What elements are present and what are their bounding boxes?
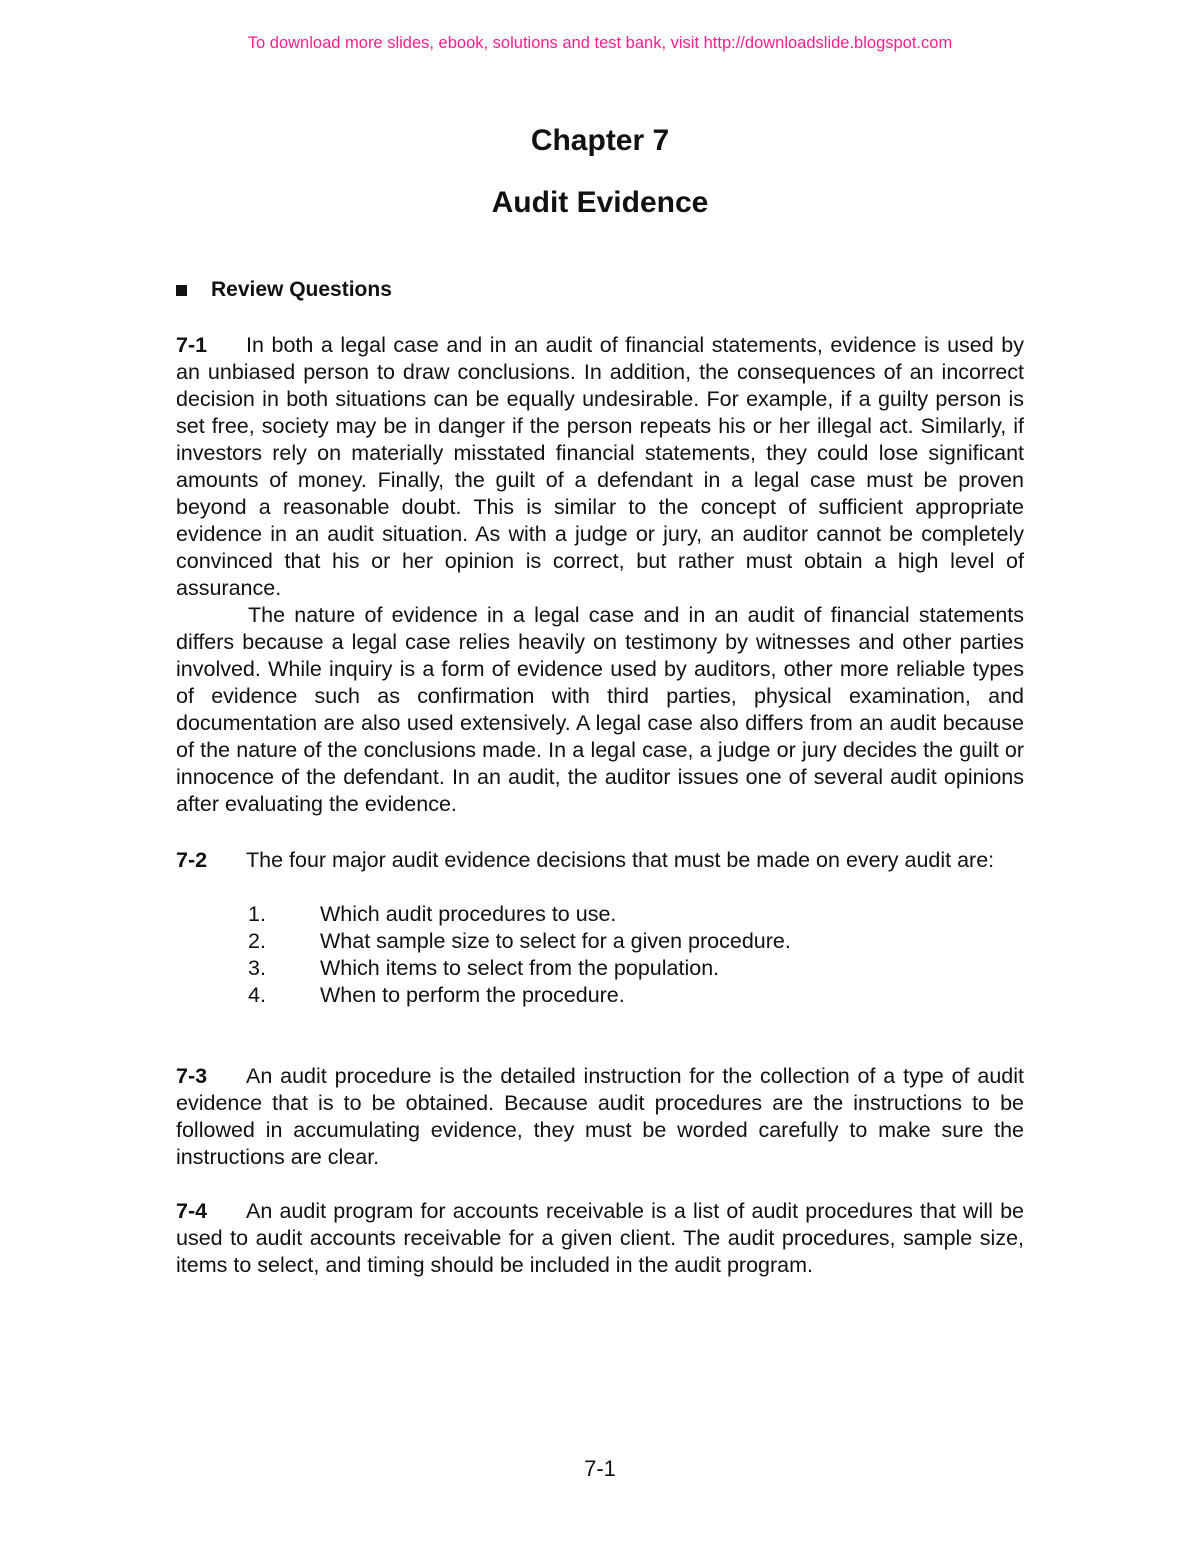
- question-paragraph: The nature of evidence in a legal case and in an audit of financial statements differs because a legal case relies heavily on testimony by witnesses and other parties involved. While inquiry is a form of evidence used by auditors, other more reliable types of evidence such as confirmation with third parties, physical examination, and documentation are also used extensively. A legal case also differs from an audit because of the nature of the conclusions made. In a legal case, a judge or jury decides the guilt or innocence of the defendant. In an audit, the auditor issues one of several audit opinions after evaluating the evidence.: [176, 603, 1024, 816]
- list-item: [176, 955, 1024, 982]
- question-number: 7-3: [176, 1064, 208, 1088]
- question-paragraph: [176, 1198, 1024, 1279]
- chapter-subtitle: Audit Evidence: [491, 186, 709, 219]
- section-heading-label: Review Questions: [211, 278, 392, 301]
- list-item-number: 2.: [248, 929, 266, 953]
- question-paragraph: [176, 1063, 1024, 1171]
- list-item: [176, 982, 1024, 1009]
- question-7-4: [176, 1198, 1024, 1279]
- list-item-text: Which audit procedures to use.: [320, 902, 617, 926]
- question-7-2: [176, 847, 1024, 1009]
- question-text: An audit procedure is the detailed instruction for the collection of a type of audit evidence that is to be obtained. Because audit procedures are the instructions to be followed in accumulating evidence, they must be worded carefully to make sure the instructions are clear.: [176, 1064, 1024, 1169]
- question-paragraph: [176, 847, 1024, 874]
- square-bullet-icon: [176, 285, 187, 296]
- list-item-text: What sample size to select for a given procedure.: [320, 929, 791, 953]
- question-paragraph: [176, 332, 1024, 602]
- question-text: The four major audit evidence decisions that must be made on every audit are:: [246, 848, 995, 872]
- question-7-3: [176, 1063, 1024, 1171]
- list-item-number: 3.: [248, 956, 266, 980]
- download-banner: To download more slides, ebook, solutions and test bank, visit http://downloadslide.blogspot.com: [247, 34, 953, 52]
- list-item-text: When to perform the procedure.: [320, 983, 625, 1007]
- question-number: 7-4: [176, 1199, 208, 1223]
- section-heading: [176, 278, 392, 302]
- page-number: 7-1: [584, 1456, 616, 1481]
- decision-list: [176, 901, 1024, 1009]
- question-number: 7-2: [176, 848, 208, 872]
- list-item-text: Which items to select from the population.: [320, 956, 720, 980]
- list-item-number: 4.: [248, 983, 266, 1007]
- question-7-1: [176, 332, 1024, 818]
- chapter-title: Chapter 7: [530, 124, 670, 157]
- list-item-number: 1.: [248, 902, 266, 926]
- question-text: An audit program for accounts receivable is a list of audit procedures that will be used to audit accounts receivable for a given client. The audit procedures, sample size, items to select, and timing should be included in the audit program.: [176, 1199, 1024, 1277]
- list-item: [176, 928, 1024, 955]
- list-item: [176, 901, 1024, 928]
- question-number: 7-1: [176, 333, 208, 357]
- question-text: In both a legal case and in an audit of financial statements, evidence is used by an unbiased person to draw conclusions. In addition, the consequences of an incorrect decision in both situations can be equally undesirable. For example, if a guilty person is set free, society may be in danger if the person repeats his or her illegal act. Similarly, if investors rely on materially misstated financial statements, they could lose significant amounts of money. Finally, the guilt of a defendant in a legal case must be proven beyond a reasonable doubt. This is similar to the concept of sufficient appropriate evidence in an audit situation. As with a judge or jury, an auditor cannot be completely convinced that his or her opinion is correct, but rather must obtain a high level of assurance.: [176, 333, 1024, 600]
